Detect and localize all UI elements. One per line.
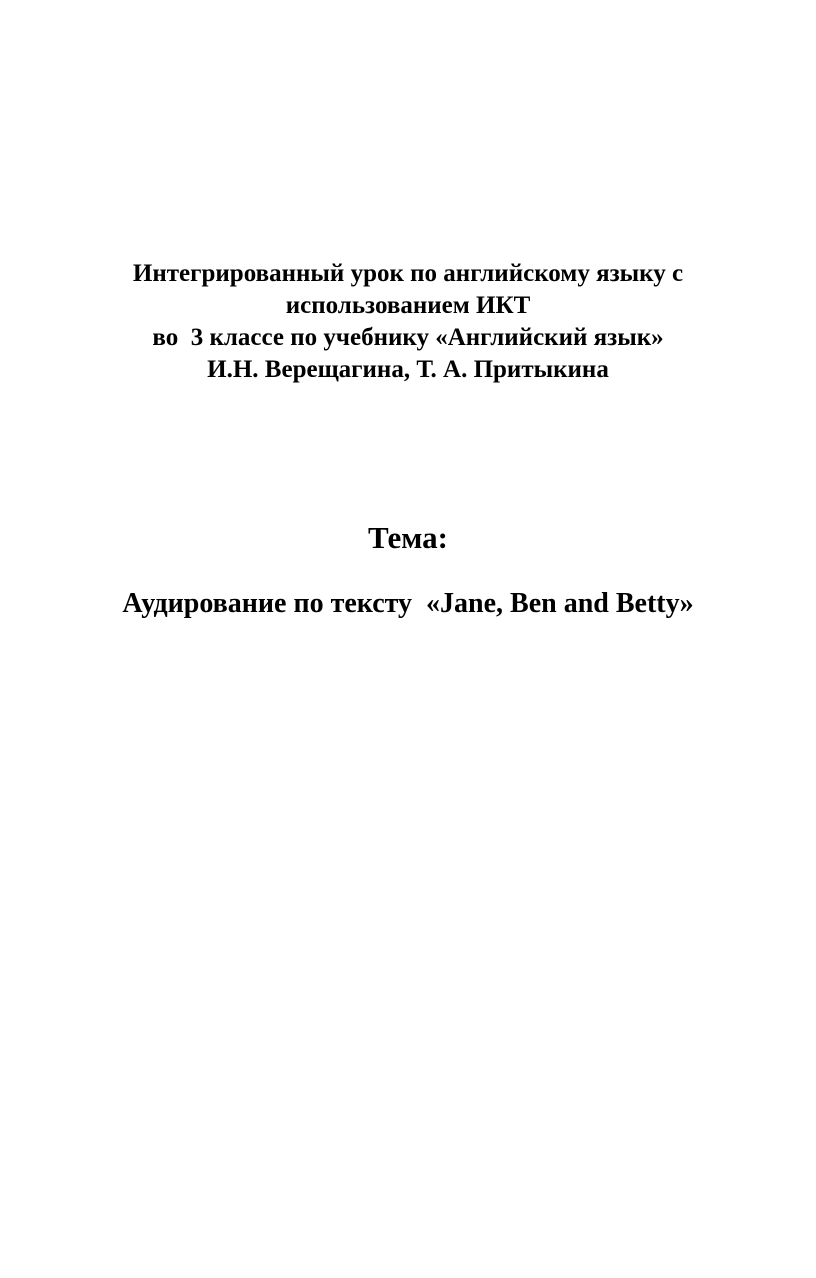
title-line: использованием ИКТ: [285, 292, 531, 319]
lesson-title: [0, 258, 816, 386]
title-line: Интегрированный урок по английскому языку с: [132, 260, 684, 287]
title-line: во 3 классе по учебнику «Английский язык»: [152, 324, 664, 351]
topic-label: Тема:: [368, 520, 448, 555]
topic-text: Аудирование по тексту «Jane, Ben and Betty»: [122, 588, 694, 619]
title-line: И.Н. Верещагина, Т. А. Притыкина: [207, 356, 609, 383]
